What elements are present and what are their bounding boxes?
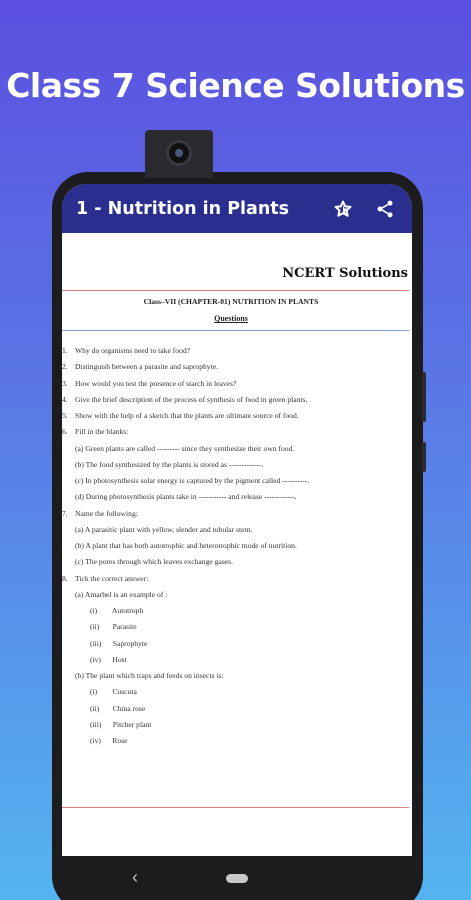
footer-divider — [62, 807, 409, 808]
question-text: Tick the correct answer: — [75, 573, 149, 583]
question-text: (b) The plant which traps and feeds on insects is: — [75, 671, 224, 680]
question-text: (i) Autotroph — [90, 606, 144, 615]
volume-button — [422, 372, 426, 422]
share-icon[interactable] — [372, 196, 398, 222]
question-number: 8. — [62, 573, 68, 583]
camera-lens-icon — [166, 140, 192, 166]
app-bar — [62, 184, 412, 233]
question-text: (a) Green plants are called --------- since they synthesize their own food. — [75, 443, 295, 453]
question-text: (iv) Host — [90, 654, 127, 664]
question-number: 5. — [62, 411, 68, 420]
question-number: 2. — [62, 362, 68, 372]
power-button — [422, 442, 426, 472]
question-text: (iii) Saprophyte — [90, 638, 148, 648]
question-text: Distinguish between a parasite and saprophyte. — [75, 362, 218, 372]
question-number: 7. — [62, 508, 68, 518]
popup-camera — [145, 130, 213, 178]
question-text: (ii) China rose — [90, 703, 146, 713]
question-number: 4. — [62, 394, 68, 404]
question-text: (b) The food synthesized by the plants is stored as -------------. — [75, 459, 264, 469]
question-text: How would you test the presence of starch in leaves? — [75, 378, 237, 388]
app-bar-title: 1 - Nutrition in Plants — [76, 198, 290, 219]
question-text: (c) The pores through which leaves exchange gases. — [75, 557, 234, 567]
home-pill-icon[interactable] — [226, 874, 248, 883]
question-text: Name the following: — [75, 508, 138, 518]
question-text: (iv) Rose — [90, 736, 128, 745]
question-text: (i) Cuscuta — [90, 687, 137, 697]
question-text: Show with the help of a sketch that the plants are ultimate source of food. — [75, 411, 299, 420]
question-number: 1. — [62, 346, 68, 355]
chapter-heading: Class–VII (CHAPTER-01) NUTRITION IN PLANTS — [143, 297, 319, 306]
question-text: (d) During photosynthesis plants take in ----------- and release ------------. — [75, 492, 297, 502]
question-number: 3. — [62, 378, 68, 388]
question-text: (ii) Parasite — [90, 622, 137, 632]
question-text: Fill in the blanks: — [75, 427, 129, 437]
question-text: Give the brief description of the process of synthesis of food in green plants. — [75, 394, 308, 404]
section-divider — [62, 330, 409, 331]
question-number: 6. — [62, 427, 68, 437]
question-text: (c) In photosynthesis solar energy is captured by the pigment called ----------. — [75, 476, 310, 485]
document-heading: NCERT Solutions — [282, 266, 408, 281]
system-nav-bar — [62, 856, 412, 900]
phone-screen — [62, 184, 412, 900]
pdf-document-view[interactable] — [62, 233, 412, 856]
question-text: (b) A plant that has both autotrophic and heterotrophic mode of nutrition. — [75, 541, 297, 550]
question-text: (iii) Pitcher plant — [90, 719, 152, 729]
question-text: (a) Amarbel is an example of : — [75, 589, 168, 599]
question-text: (a) A parasitic plant with yellow, slender and tubular stem. — [75, 524, 253, 534]
question-text: Why do organisms need to take food? — [75, 346, 191, 355]
promo-title: Class 7 Science Solutions — [6, 66, 465, 105]
star-icon[interactable] — [330, 196, 356, 222]
header-divider — [62, 290, 409, 291]
back-icon[interactable]: ‹ — [132, 867, 138, 887]
questions-heading: Questions — [214, 314, 248, 323]
